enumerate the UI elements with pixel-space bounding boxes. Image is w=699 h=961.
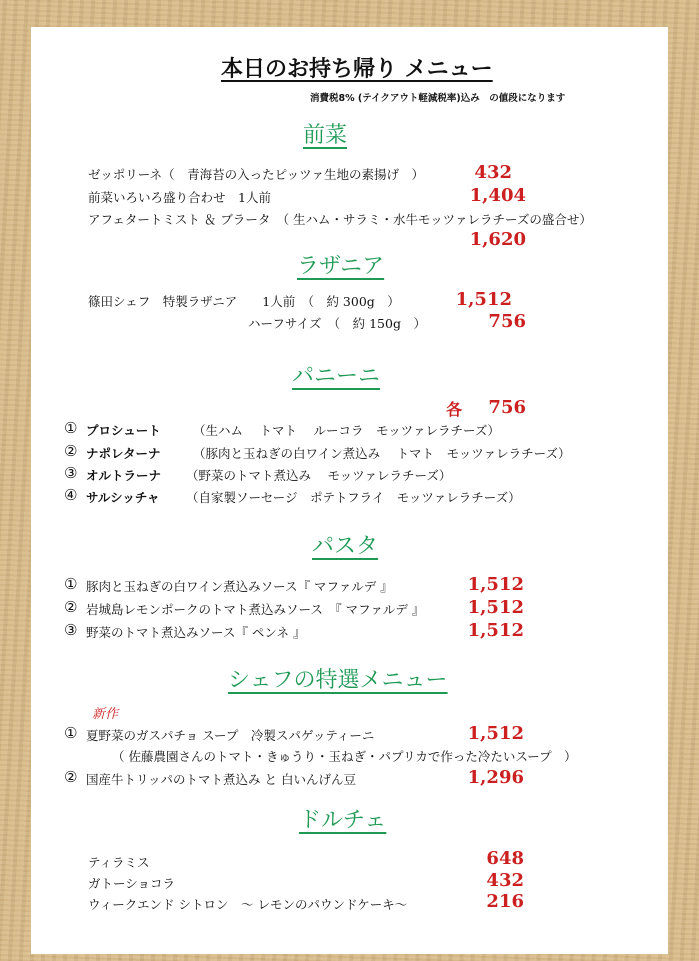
antipasto-item-2-price: 1,404 <box>469 185 526 206</box>
chef-item-2-name: 国産牛トリッパのトマト煮込み と 白いんげん豆 <box>86 772 356 787</box>
section-heading-chef: シェフの特選メニュー <box>228 668 448 693</box>
pasta-item-3-name: 野菜のトマト煮込みソース『 ペンネ 』 <box>86 625 306 640</box>
pasta-item-2-number: ② <box>64 598 78 616</box>
dolce-item-3-price: 216 <box>486 891 524 912</box>
pasta-item-2-price: 1,512 <box>467 597 524 618</box>
panini-each-label: 各 <box>445 400 462 419</box>
panini-item-2-name: ナポレターナ <box>86 446 161 461</box>
panini-item-3-name: オルトラーナ <box>86 468 162 483</box>
panini-item-4-name: サルシッチャ <box>86 490 160 505</box>
lasagna-item-2-name: ハーフサイズ （ 約 150g ） <box>248 316 426 331</box>
section-heading-dolce: ドルチェ <box>299 808 387 833</box>
chef-item-1-price: 1,512 <box>467 723 524 744</box>
antipasto-item-2-name: 前菜いろいろ盛り合わせ 1人前 <box>88 190 271 205</box>
lasagna-item-1-price: 1,512 <box>455 289 512 310</box>
section-heading-panini: パニーニ <box>292 364 381 389</box>
panini-item-1-desc: （生ハム トマト ルーコラ モッツァレラチーズ） <box>193 423 500 438</box>
lasagna-item-2-price: 756 <box>488 311 526 332</box>
lasagna-item-1-name: 篠田シェフ 特製ラザニア 1人前 （ 約 300g ） <box>88 294 400 309</box>
antipasto-item-1-price: 432 <box>474 162 512 183</box>
panini-each-price: 756 <box>488 397 526 418</box>
panini-item-3-number: ③ <box>64 464 78 482</box>
chef-item-1-number: ① <box>64 724 78 742</box>
pasta-item-3-price: 1,512 <box>467 620 524 641</box>
pasta-item-1-price: 1,512 <box>467 574 524 595</box>
section-heading-antipasto: 前菜 <box>303 123 348 148</box>
dolce-item-2-price: 432 <box>486 870 524 891</box>
panini-item-4-number: ④ <box>64 486 78 504</box>
pasta-item-2-name: 岩城島レモンポークのトマト煮込みソース 『 マファルデ 』 <box>86 602 425 617</box>
chef-item-2-price: 1,296 <box>467 767 524 788</box>
tax-note: 消費税8% (テイクアウト軽減税率)込み の値段になります <box>310 93 566 104</box>
chef-item-1-name: 夏野菜のガスパチョ スープ 冷製スパゲッティーニ <box>86 728 375 743</box>
antipasto-item-3-price: 1,620 <box>469 229 526 250</box>
dolce-item-1-name: ティラミス <box>88 855 150 870</box>
panini-item-3-desc: （野菜のトマト煮込み モッツァレラチーズ） <box>186 468 452 483</box>
panini-item-2-number: ② <box>64 442 78 460</box>
antipasto-item-3-name: アフェタートミスト ＆ ブラータ （ 生ハム・サラミ・水牛モッツァレラチーズの盛合せ） <box>88 212 592 227</box>
section-heading-lasagna: ラザニア <box>297 254 385 279</box>
antipasto-item-1-name: ゼッポリーネ（ 青海苔の入ったピッツァ生地の素揚げ ） <box>88 167 425 182</box>
pasta-item-3-number: ③ <box>64 621 78 639</box>
chef-item-1-sub: （ 佐藤農園さんのトマト・きゅうり・玉ねぎ・パプリカで作った冷たいスープ ） <box>112 749 577 764</box>
new-item-label: 新作 <box>92 707 119 722</box>
panini-item-4-desc: （自家製ソーセージ ポテトフライ モッツァレラチーズ） <box>186 490 521 505</box>
pasta-item-1-number: ① <box>64 575 78 593</box>
section-heading-pasta: パスタ <box>312 534 379 559</box>
page-title: 本日のお持ち帰り メニュー <box>221 57 493 82</box>
dolce-item-2-name: ガトーショコラ <box>88 876 176 891</box>
panini-item-1-name: プロシュート <box>86 423 161 438</box>
dolce-item-3-name: ウィークエンド シトロン ～ レモンのパウンドケーキ～ <box>88 897 408 912</box>
dolce-item-1-price: 648 <box>486 848 524 869</box>
chef-item-2-number: ② <box>64 768 78 786</box>
panini-item-2-desc: （豚肉と玉ねぎの白ワイン煮込み トマト モッツァレラチーズ） <box>193 446 571 461</box>
pasta-item-1-name: 豚肉と玉ねぎの白ワイン煮込みソース『 マファルデ 』 <box>86 579 393 594</box>
panini-item-1-number: ① <box>64 419 78 437</box>
